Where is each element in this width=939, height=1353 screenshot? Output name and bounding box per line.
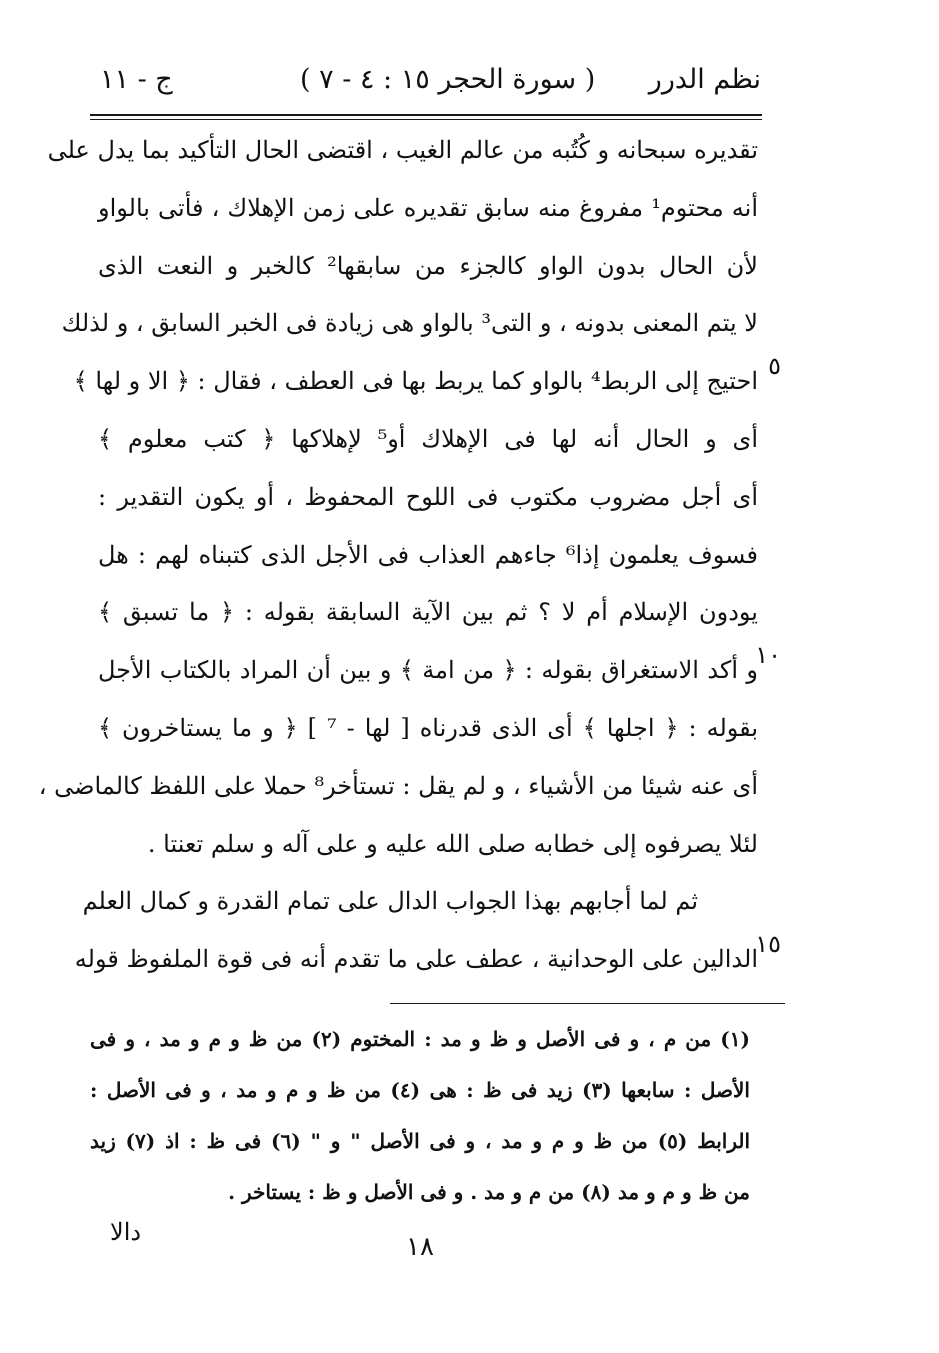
footnote-line: الرابط (٥) من ظ و م و مد ، و فى الأصل " و " (٦) فى ظ : اذ (٧) زيد xyxy=(90,1129,750,1153)
text-line: يودون الإسلام أم لا ؟ ثم بين الآية السابقة بقوله : ﴿ ما تسبق ﴾ xyxy=(98,598,758,627)
text-line: أى و الحال أنه لها فى الإهلاك أو⁵ لإهلاكها ﴿ كتب معلوم ﴾ xyxy=(98,424,759,453)
text-line: لا يتم المعنى بدونه ، و التى³ بالواو هى زيادة فى الخبر السابق ، و لذلك xyxy=(61,309,758,338)
footnote-separator xyxy=(390,1003,785,1004)
line-number-10: ١٠ xyxy=(755,641,781,669)
signature-mark: دالا xyxy=(110,1218,142,1246)
header-rule-thin xyxy=(90,119,762,120)
footnote-line: الأصل : سابعها (٣) زيد فى ظ : هى (٤) من ظ و م و مد ، و فى الأصل : xyxy=(90,1078,750,1102)
paragraph-start-line: ثم لما أجابهم بهذا الجواب الدال على تمام القدرة و كمال العلم xyxy=(82,887,698,916)
footnotes xyxy=(90,1014,750,1218)
text-line: أنه محتوم¹ مفروغ منه سابق تقديره على زمن الإهلاك ، فأتى بالواو xyxy=(98,193,758,222)
text-line: أى عنه شيئا من الأشياء ، و لم يقل : تستأخر⁸ حملا على اللفظ كالماضى ، xyxy=(38,771,758,800)
text-line: تقديره سبحانه و كُتُبه من عالم الغيب ، اقتضى الحال التأكيد بما يدل على xyxy=(47,136,758,164)
running-head-volume: ج - ١١ xyxy=(100,64,173,95)
line-number-5: ٥ xyxy=(768,352,781,380)
text-line: الدالين على الوحدانية ، عطف على ما تقدم أنه فى قوة الملفوظ قوله xyxy=(74,945,758,974)
text-line: و أكد الاستغراق بقوله : ﴿ من امة ﴾ و بين أن المراد بالكتاب الأجل xyxy=(98,656,758,685)
text-line: احتيج إلى الربط⁴ بالواو كما يربط بها فى العطف ، فقال : ﴿ الا و لها ﴾ xyxy=(73,367,758,396)
line-number-15: ١٥ xyxy=(755,930,781,958)
text-line: بقوله : ﴿ اجلها ﴾ أى الذى قدرناه [ لها - ⁷ ] ﴿ و ما يستاخرون ﴾ xyxy=(98,713,758,742)
running-head-surah-reference: ( سورة الحجر ١٥ : ٤ - ٧ ) xyxy=(300,64,596,95)
running-head-book-title: نظم الدرر xyxy=(648,64,761,95)
text-line: فسوف يعلمون إذا⁶ جاءهم العذاب فى الأجل الذى كتبناه لهم : هل xyxy=(98,540,758,569)
header-rule xyxy=(90,114,762,116)
page-number: ١٨ xyxy=(406,1232,434,1262)
footnote-line: من ظ و م و مد (٨) من م و مد . و فى الأصل و ظ : يستاخر . xyxy=(228,1180,750,1204)
footnote-line: (١) من م ، و فى الأصل و ظ و مد : المختوم (٢) من ظ و م و مد ، و فى xyxy=(90,1027,750,1051)
text-line: لأن الحال بدون الواو كالجزء من سابقها² كالخبر و النعت الذى xyxy=(98,251,758,280)
main-text xyxy=(38,122,759,989)
text-line: لئلا يصرفوه إلى خطابه صلى الله عليه و على آله و سلم تعنتا . xyxy=(147,829,758,858)
text-line: أى أجل مضروب مكتوب فى اللوح المحفوظ ، أو يكون التقدير : xyxy=(98,482,758,511)
